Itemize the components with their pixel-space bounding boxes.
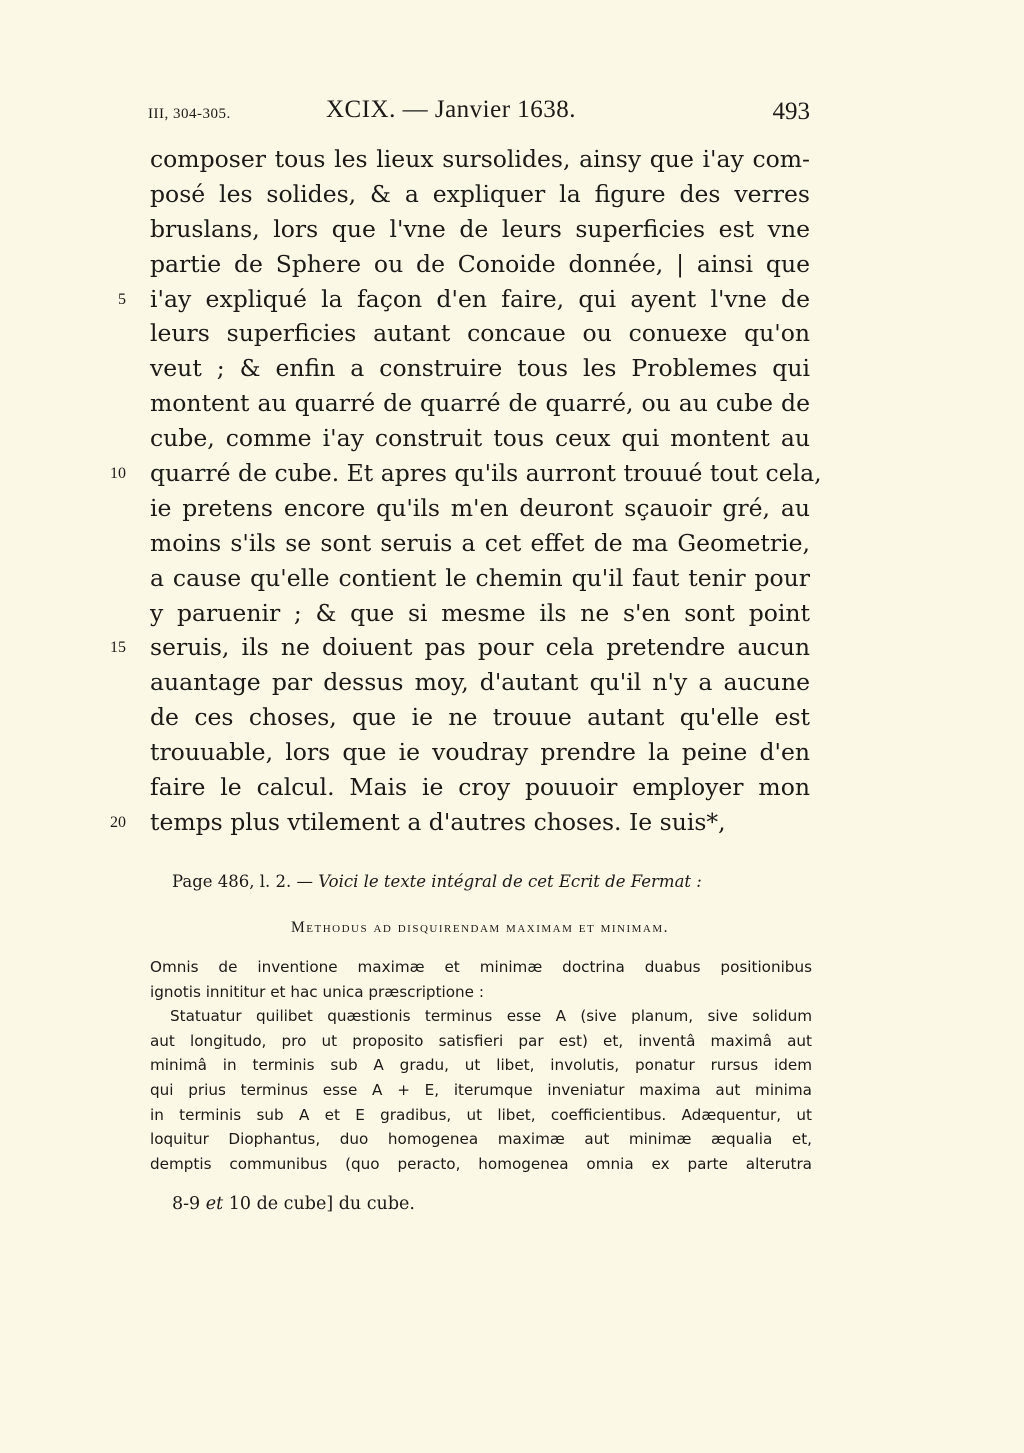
text-line [150,770,810,805]
main-text [110,142,822,840]
line-text: i'ay expliqué la façon d'en faire, qui ayent l'vne de [150,284,810,313]
variant-range: 8-9 [172,1194,201,1214]
line-text: y paruenir ; & que si mesme ils ne s'en sont point [150,598,810,627]
text-line [118,282,810,317]
note-intro-text: Voici le texte intégral de cet Ecrit de Fermat : [318,872,702,891]
line-text: leurs superficies autant concaue ou conuexe qu'on [150,319,810,348]
line-text: partie de Sphere ou de Conoide donnée, | ainsi que [150,249,810,278]
text-line [150,700,810,735]
note-reference: Page 486, l. 2. — [172,872,319,891]
line-text: composer tous les lieux sursolides, ainsy que i'ay com- [150,145,810,173]
note-line: Statuatur quilibet quæstionis terminus esse A (sive planum, sive solidum [170,1007,812,1026]
note-line: aut longitudo, pro ut proposito satisfieri par est) et, inventâ maximâ aut [150,1031,812,1050]
text-line [150,665,810,700]
text-line [150,386,810,421]
line-text: quarré de cube. Et apres qu'ils aurront trouué tout cela, [150,459,822,488]
line-text: faire le calcul. Mais ie croy pouuoir employer mon [150,773,810,802]
letter-title: XCIX. — Janvier 1638. [326,96,577,123]
line-text: seruis, ils ne doiuent pas pour cela pretendre aucun [150,633,810,662]
line-number: 20 [110,813,126,831]
line-text: a cause qu'elle contient le chemin qu'il faut tenir pour [150,563,810,592]
text-line [150,735,810,770]
text-line [150,142,810,177]
page-number: 493 [772,98,810,125]
text-line [150,561,810,596]
text-line [110,805,810,840]
line-text: posé les solides, & a expliquer la figure des verres [150,179,810,208]
text-line [150,247,810,282]
line-text: montent au quarré de quarré de quarré, ou au cube de [150,389,810,418]
text-line [150,526,810,561]
running-header [148,92,816,136]
text-line [110,630,810,665]
text-line [110,456,822,491]
volume-reference: III, 304-305. [148,106,231,122]
note-line: demptis communibus (quo peracto, homogenea omnia ex parte alterutra [150,1154,812,1173]
line-text: auantage par dessus moy, d'autant qu'il n'y a aucune [150,668,810,697]
note-line: loquitur Diophantus, duo homogenea maximæ aut minimæ æqualia et, [150,1130,812,1149]
variant-et: et [205,1194,224,1214]
note-line: in terminis sub A et E gradibus, ut libet, coefficientibus. Adæquentur, ut [150,1105,812,1124]
text-line [150,351,810,386]
line-text: bruslans, lors que l'vne de leurs superficies est vne [150,214,810,243]
line-number: 5 [118,290,126,308]
note-line: Omnis de inventione maximæ et minimæ doctrina duabus positionibus [150,958,812,976]
line-number: 15 [110,639,126,657]
line-text: ie pretens encore qu'ils m'en deuront sçauoir gré, au [150,493,810,522]
note-line: minimâ in terminis sub A gradu, ut libet, involutis, ponatur rursus idem [150,1056,812,1075]
editorial-note-intro [172,872,702,891]
note-line: ignotis innititur et hac unica præscriptione : [150,982,484,1001]
text-line [150,212,810,247]
text-line [150,491,810,526]
text-line [150,177,810,212]
note-body [150,955,812,1176]
text-line [150,421,810,456]
line-text: cube, comme i'ay construit tous ceux qui montent au [150,424,810,453]
text-line [150,596,810,631]
line-text: moins s'ils se sont seruis a cet effet de ma Geometrie, [150,528,810,557]
variant-text: 10 de cube] du cube. [228,1194,415,1214]
line-text: temps plus vtilement a d'autres choses. Ie suis*, [150,807,726,836]
text-line [150,316,810,351]
variant-note [172,1194,415,1214]
line-number: 10 [110,465,126,483]
line-text: de ces choses, que ie ne trouue autant qu'elle est [150,703,810,732]
line-text: veut ; & enfin a construire tous les Problemes qui [150,354,810,383]
line-text: trouuable, lors que ie voudray prendre la peine d'en [150,738,810,767]
note-line: qui prius terminus esse A + E, iterumque inveniatur maxima aut minima [150,1080,812,1099]
note-heading: Methodus ad disquirendam maximam et minimam. [290,919,670,936]
